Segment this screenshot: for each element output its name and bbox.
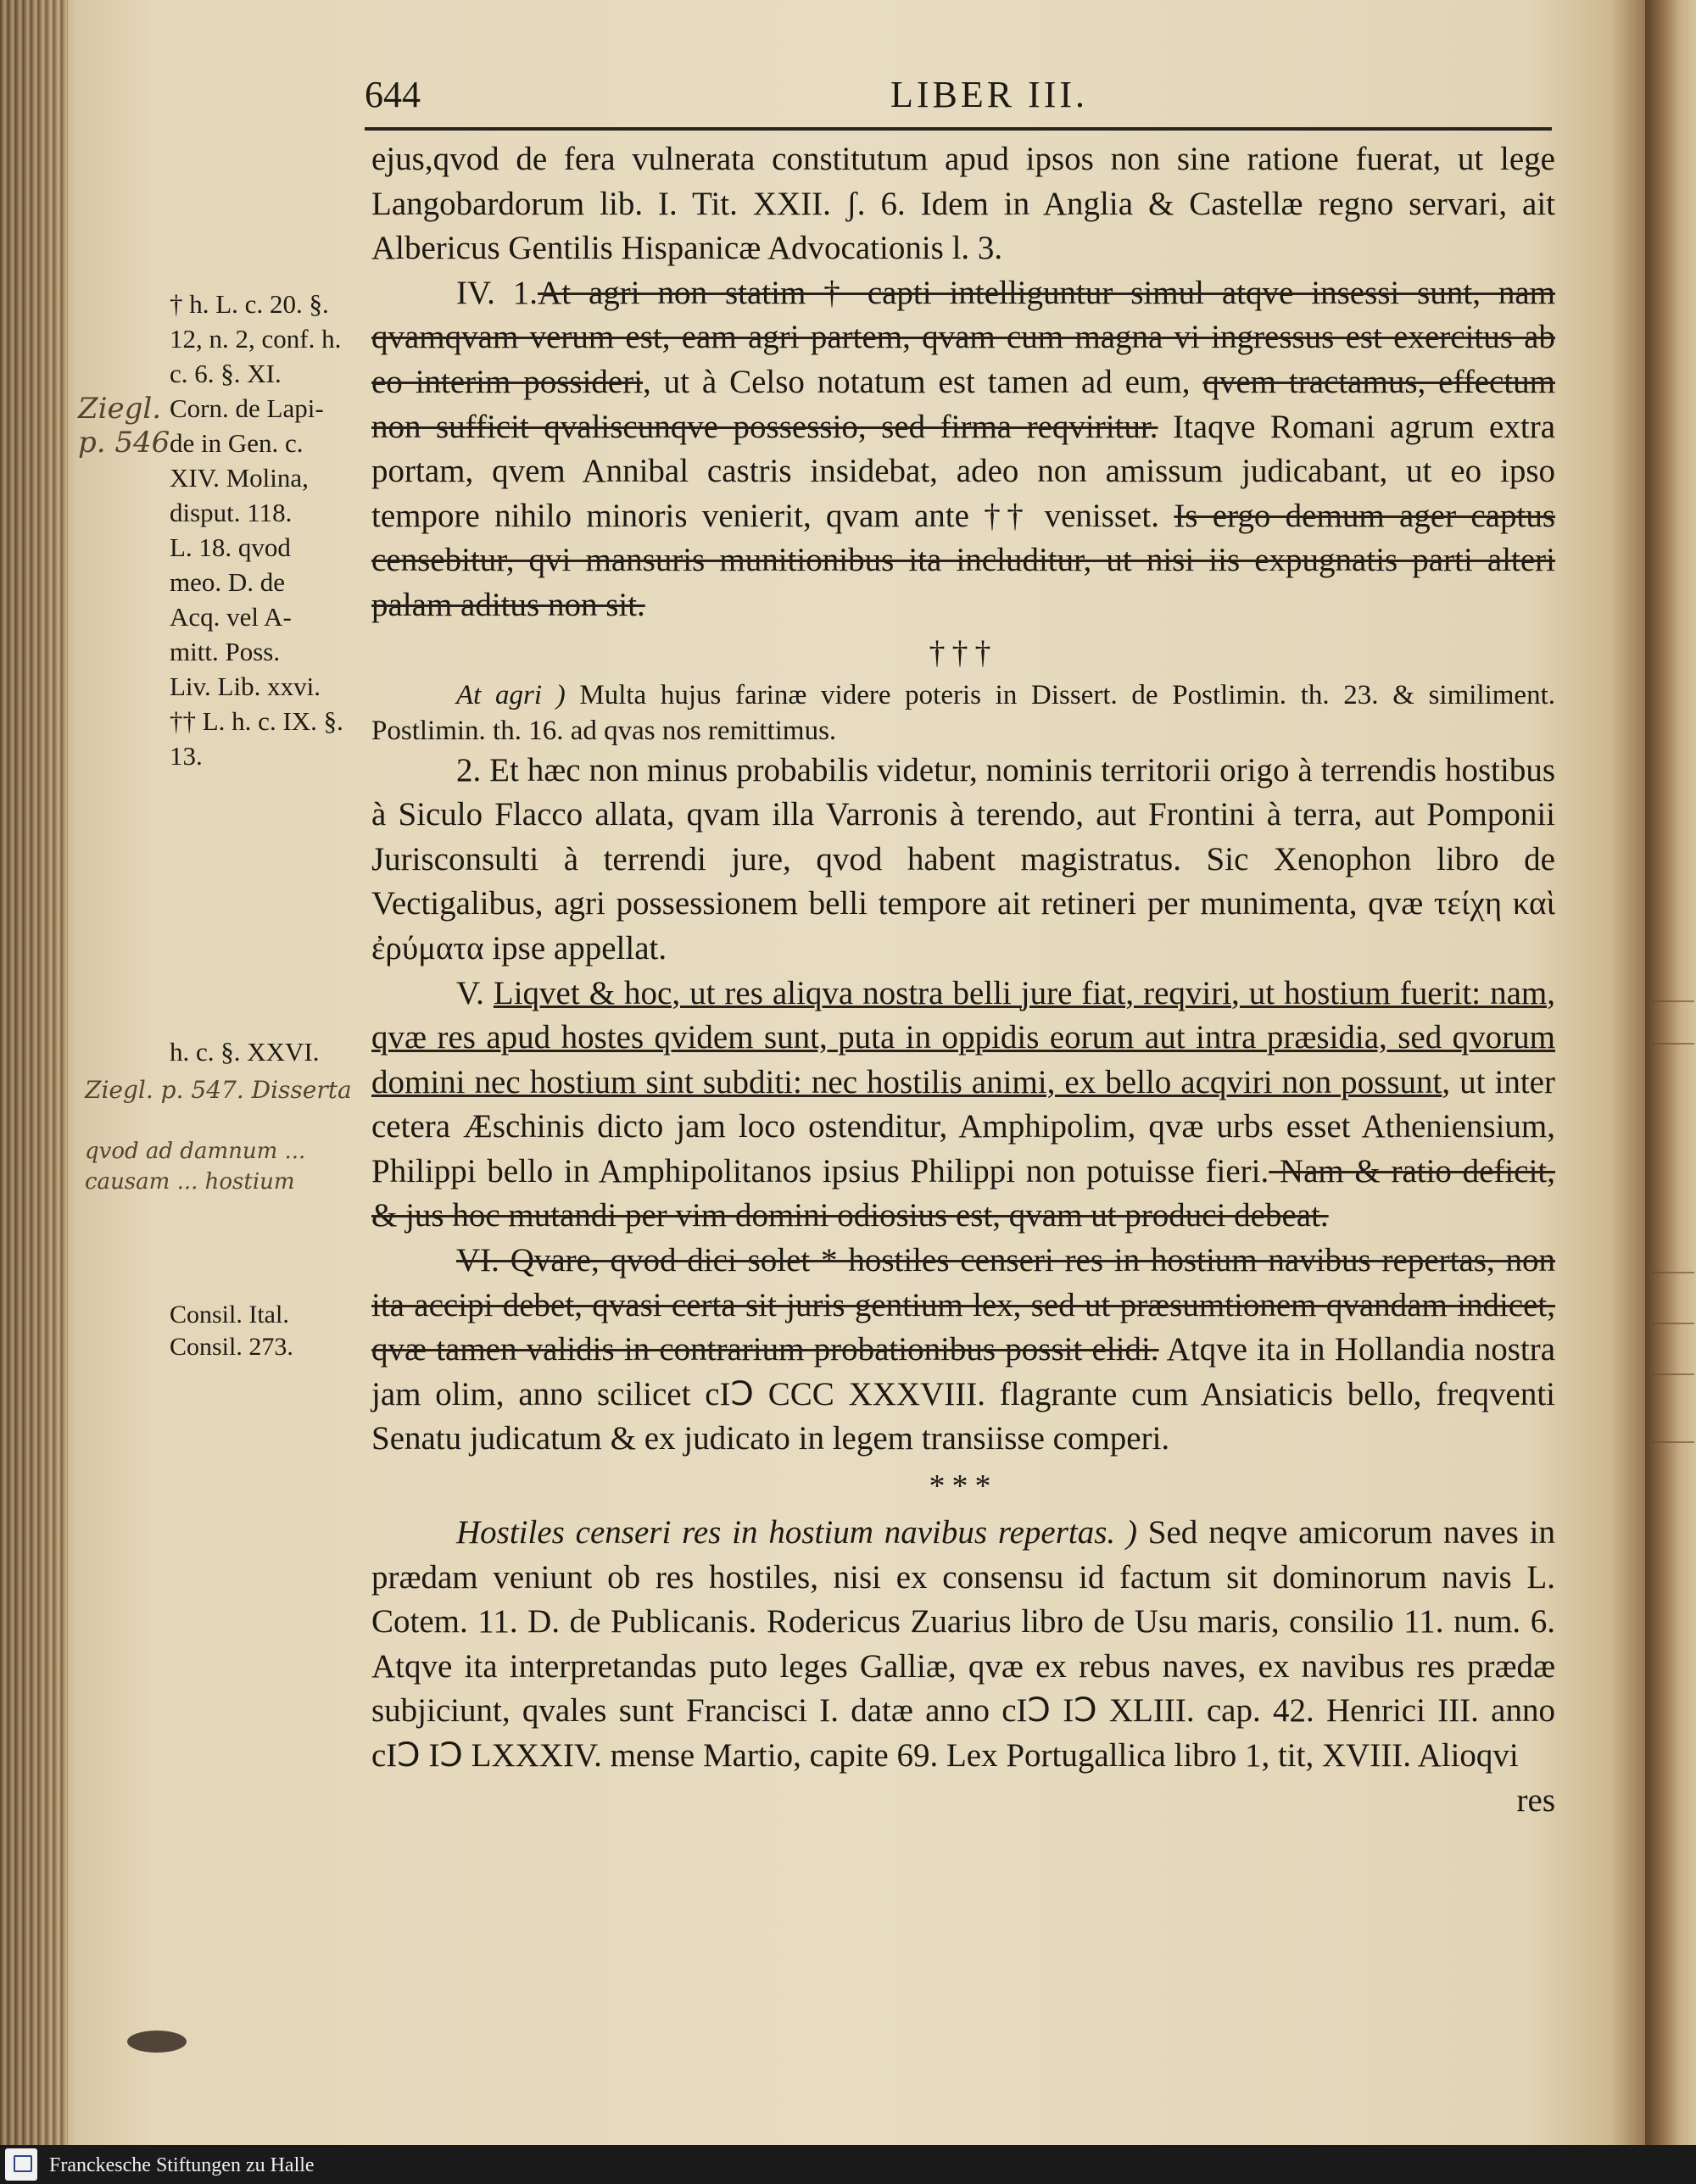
paragraph-2: 2. Et hæc non minus probabilis videtur, nominis territorii origo à terrendis hostibus à Siculo Flacco allata, qvam illa Varronis à terendo, aut Frontini à terra, aut Pomponii Jurisconsulti à terrendi jure, qvod habent magistratus. Sic Xenophon libro de Vectigalibus, agri possessionem belli tempore ait retineri per munimenta, qvæ τείχη καὶ ἐρύματα ipse appellat. [371,751,1555,967]
main-text [371,137,1555,1823]
section-number: V. [456,974,494,1011]
paragraph-iv [371,271,1555,628]
note-lemma: Hostiles censeri res in hostium navibus repertas. ) [456,1514,1137,1552]
paragraph-v [371,972,1555,1240]
ornament-asterisks: *** [929,1468,998,1505]
margin-line: h. c. §. XXVI. [170,1037,320,1067]
catchword: res [1516,1781,1555,1819]
margin-line: Acq. vel A- [170,602,292,632]
margin-line: de in Gen. c. [170,428,304,458]
text-run: , ut à Celso notatum est tamen ad eum, [643,363,1191,400]
margin-line: disput. 118. [170,498,293,527]
struck-text: Is ergo demum ager captus censebitur, qvi mansuris munitionibus ita includitur, ut nisi iis expugnatis parti alteri palam aditus non sit. [371,497,1556,623]
margin-line: XIV. Molina, [170,463,309,493]
ornament-daggers: ††† [929,634,998,671]
ink-stain [127,2031,187,2053]
struck-text: qvem tractamus, effectum non sufficit qvaliscunqve possessio, sed firma reqviritur. [371,363,1556,445]
running-head [365,73,1552,124]
margin-line: c. 6. §. XI. [170,359,282,388]
struck-text: At agri non statim † capti intelliguntur simul atqve insessi sunt, nam qvamqvam verum est, eam agri partem, qvam cum magna vi ingressus est exercitus ab eo interim possideri [371,274,1556,400]
margin-line: Consil. Ital. [170,1301,289,1329]
paragraph-1: ejus,qvod de fera vulnerata constitutum apud ipsos non sine ratione fuerat, ut lege Langobardorum lib. I. Tit. XXII. ʃ. 6. Idem in Anglia & Castellæ regno servari, ait Albericus Gentilis Hispanicæ Advocationis l. 3. [371,141,1555,267]
marginal-notes-3 [170,1299,363,1363]
text-run: , ut inter cetera Æschinis dicto jam loco ostenditur, Amphipolim, qvæ urbs esset Atheniensium, Philippi bello in Amphipolitanos ipsius Philippi non potuisse fieri. [371,1063,1555,1190]
margin-line: 12, n. 2, conf. h. [170,324,342,354]
marginal-notes-1 [170,287,363,773]
margin-line: Liv. Lib. xxvi. [170,671,321,701]
running-title: LIBER III. [890,74,1089,115]
paragraph-vi [371,1239,1555,1462]
institution-label: Franckesche Stiftungen zu Halle [49,2154,315,2176]
note-lemma: At agri ) [456,679,566,710]
text-run: Atqve ita in Hollandia nostra jam olim, anno scilicet cIↃ CCC XXXVIII. flagrante cum Ansiaticis bello, freqventi Senatu judicatum & ex judicato in legem transiisse comperi. [371,1331,1556,1457]
margin-line: † h. L. c. 20. §. [170,289,329,319]
note-text: Multa hujus farinæ videre poteris in Dissert. de Postlimin. th. 23. & similiment. Postlimin. th. 16. ad qvas nos remittimus. [371,679,1555,746]
note-1 [371,677,1555,749]
facing-page-edge [1645,0,1696,2145]
section-number: IV. 1. [456,274,538,311]
marginal-notes-2 [170,1034,363,1069]
margin-line: †† L. h. c. IX. §. [170,706,343,736]
note-text: Sed neqve amicorum naves in prædam veniunt ob res hostiles, nisi ex consensu id factum sit dominorum navis L. Cotem. 11. D. de Publicanis. Rodericus Zuarius libro de Usu maris, consilio 11. num. 6. Atqve ita interpretandas puto leges Galliæ, qvæ ex rebus naves, ex navibus res prædæ subjiciunt, qvales sunt Francisci I. datæ anno cIↃ IↃ XLIII. cap. 42. Henrici III. anno cIↃ IↃ LXXXIV. mense Martio, capite 69. Lex Portugallica libro 1, tit, XVIII. Alioqvi [371,1514,1556,1774]
margin-line: Consil. 273. [170,1333,293,1361]
struck-text: Nam & ratio deficit, & jus hoc mutandi per vim domini odiosius est, qvam ut produci debeat. [371,1152,1555,1234]
note-2 [371,1511,1555,1779]
margin-line: mitt. Poss. [170,637,281,666]
margin-line: L. 18. qvod [170,532,291,562]
page-number: 644 [365,74,421,115]
margin-line: Corn. de Lapi- [170,393,324,423]
struck-text: VI. Qvare, qvod dici solet * hostiles censeri res in hostium navibus repertas, non ita accipi debet, qvasi certa sit juris gentium lex, sed ut præsumtionem qvandam indicet, qvæ tamen validis in contrarium probationibus possit elidi. [371,1242,1555,1368]
text-run: Itaqve Romani agrum extra portam, qvem Annibal castris insidebat, adeo non amissum judicabant, ut eo ipso tempore nihilo minoris venierit, qvam ante †† venisset. [371,408,1556,534]
underlined-text: Liqvet & hoc, ut res aliqva nostra belli jure fiat, reqviri, ut hostium fuerit: nam, qvæ res apud hostes qvidem sunt, puta in oppidis eorum aut intra præsidia, sed qvorum domini nec hostium sint subditi: nec hostilis animi, ex bello acqviri non possunt [371,974,1555,1100]
margin-line: meo. D. de [170,567,286,597]
handwritten-note-1: Ziegl. p. 546 [78,392,170,460]
handwritten-note-3: qvod ad damnum ... causam ... hostium [85,1139,306,1195]
margin-line: 13. [170,741,203,771]
institution-logo [5,2148,37,2181]
head-rule [365,127,1552,131]
handwritten-note-2: Ziegl. p. 547. Disserta [85,1076,352,1104]
page-edges [0,0,68,2145]
